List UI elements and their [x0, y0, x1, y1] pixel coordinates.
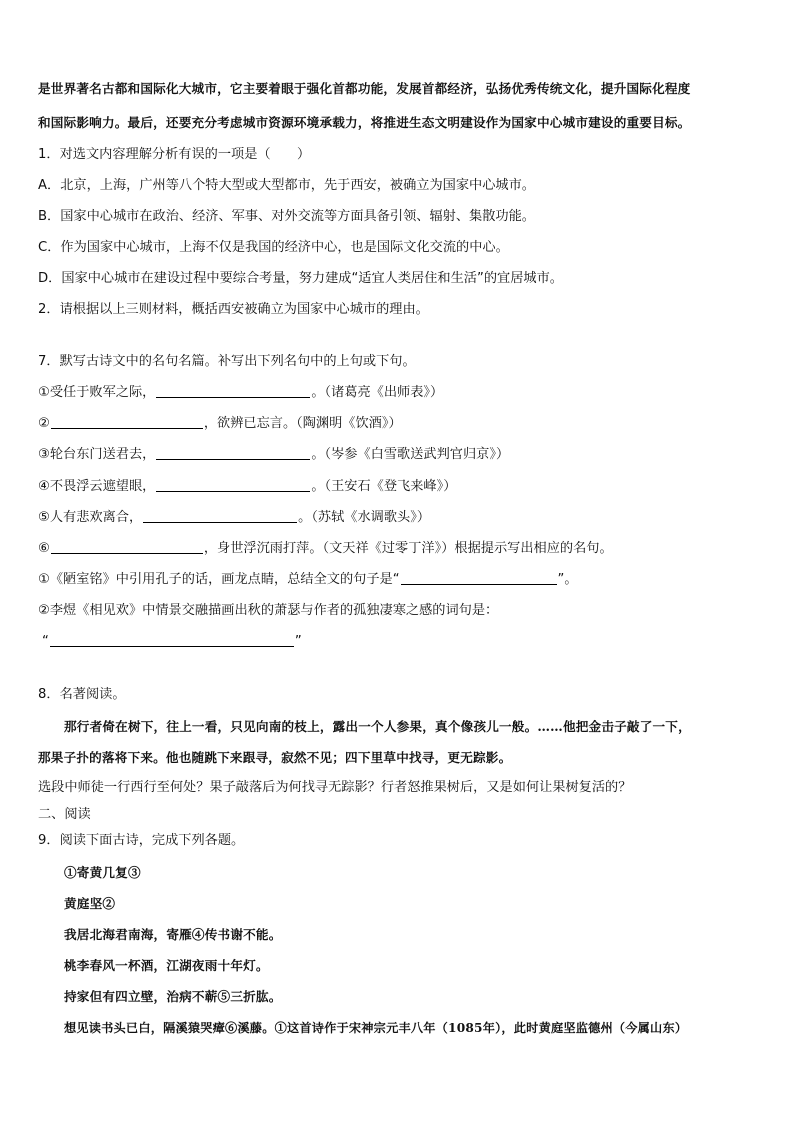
- q7-item-1-pre: ①受任于败军之际，: [38, 385, 156, 400]
- poem-line-2: 桃李春风一杯酒，江湖夜雨十年灯。: [64, 958, 269, 973]
- q7-item-3-post: 。（岑参《白雪歌送武判官归京》）: [311, 447, 510, 462]
- q7-item-5-post: 。（苏轼《水调歌头》）: [298, 510, 431, 525]
- q8-excerpt-line-2: 那果子扑的落将下来。他也随跳下来跟寻，寂然不见；四下里草中找寻，更无踪影。: [38, 750, 512, 765]
- passage-line-1: 是世界著名古都和国际化大城市，它主要着眼于强化首都功能，发展首都经济，弘扬优秀传统文化，提升国际化程度: [38, 81, 691, 96]
- q7-sub-1: [38, 571, 578, 589]
- answer-blank[interactable]: [156, 478, 310, 492]
- answer-blank[interactable]: [51, 540, 203, 554]
- poem-line-1: 我居北海君南海，寄雁④传书谢不能。: [64, 927, 282, 942]
- q1-option-a: A．北京，上海，广州等八个特大型或大型都市，先于西安，被确立为国家中心城市。: [38, 178, 535, 193]
- q7-sub-2: ②李煜《相见欢》中情景交融描画出秋的萧瑟与作者的孤独凄寒之感的词句是：: [38, 603, 499, 618]
- q9-stem: 9．阅读下面古诗，完成下列各题。: [38, 833, 245, 848]
- q7-item-6: [38, 540, 613, 558]
- q8-stem: 8．名著阅读。: [38, 687, 126, 702]
- q1-option-c: C．作为国家中心城市，上海不仅是我国的经济中心，也是国际文化交流的中心。: [38, 240, 509, 255]
- poem-author: 黄庭坚②: [64, 896, 116, 911]
- answer-blank[interactable]: [143, 509, 297, 523]
- q7-item-2-post: ，欲辨已忘言。（陶渊明《饮酒》）: [203, 416, 402, 431]
- poem-title: ①寄黄几复③: [64, 865, 141, 880]
- passage-line-2: 和国际影响力。最后，还要充分考虑城市资源环境承载力，将推进生态文明建设作为国家中心城市建设的重要目标。: [38, 115, 691, 130]
- q7-sub-2-answer: [42, 633, 302, 651]
- close-quote: ”: [294, 634, 302, 649]
- answer-blank[interactable]: [401, 571, 557, 585]
- answer-blank[interactable]: [50, 633, 294, 647]
- q7-item-4-pre: ④不畏浮云遮望眼，: [38, 479, 156, 494]
- q1-option-b: B．国家中心城市在政治、经济、军事、对外交流等方面具备引领、辐射、集散功能。: [38, 209, 535, 224]
- q7-item-2: [38, 415, 402, 433]
- q7-item-2-pre: ②: [38, 416, 50, 431]
- poem-line-4-with-note: 想见读书头已白，隔溪猿哭瘴⑥溪藤。①这首诗作于宋神宗元丰八年（1085年），此时黄庭坚监德州（今属山东）: [64, 1021, 688, 1035]
- q7-item-1-post: 。（诸葛亮《出师表》）: [311, 385, 444, 400]
- q7-sub-1-post: ”。: [557, 572, 578, 587]
- q7-item-5: [38, 509, 430, 527]
- q7-item-1: [38, 384, 443, 402]
- section-heading: 二、阅读: [38, 807, 91, 822]
- q7-sub-1-pre: ①《陋室铭》中引用孔子的话，画龙点睛，总结全文的句子是“: [38, 572, 400, 587]
- q7-item-4-post: 。（王安石《登飞来峰》）: [311, 479, 457, 494]
- q7-item-3-pre: ③轮台东门送君去，: [38, 447, 156, 462]
- q7-stem: 7．默写古诗文中的名句名篇。补写出下列名句中的上句或下句。: [38, 354, 416, 369]
- q8-excerpt-line-1: 那行者倚在树下，往上一看，只见向南的枝上，露出一个人参果，真个像孩儿一般。……他把金击子敲了一下，: [64, 719, 691, 734]
- answer-blank[interactable]: [51, 415, 203, 429]
- q1-option-d: D．国家中心城市在建设过程中要综合考量，努力建成“适宜人类居住和生活”的宜居城市。: [38, 271, 563, 286]
- q7-item-5-pre: ⑤人有悲欢离合，: [38, 510, 143, 525]
- answer-blank[interactable]: [156, 384, 310, 398]
- q2-stem: 2．请根据以上三则材料，概括西安被确立为国家中心城市的理由。: [38, 302, 429, 317]
- q8-question: 选段中师徒一行西行至何处？果子敲落后为何找寻无踪影？行者怒推果树后，又是如何让果树复活的？: [38, 780, 632, 795]
- q7-item-6-pre: ⑥: [38, 541, 50, 556]
- q7-item-6-post: ，身世浮沉雨打萍。（文天祥《过零丁洋》）根据提示写出相应的名句。: [203, 541, 613, 556]
- q1-stem: 1．对选文内容理解分析有误的一项是（ ）: [38, 147, 311, 162]
- q7-item-4: [38, 478, 456, 496]
- q7-item-3: [38, 446, 509, 464]
- poem-line-3: 持家但有四立壁，治病不蕲⑤三折肱。: [64, 989, 282, 1004]
- open-quote: “: [42, 634, 49, 649]
- answer-blank[interactable]: [156, 446, 310, 460]
